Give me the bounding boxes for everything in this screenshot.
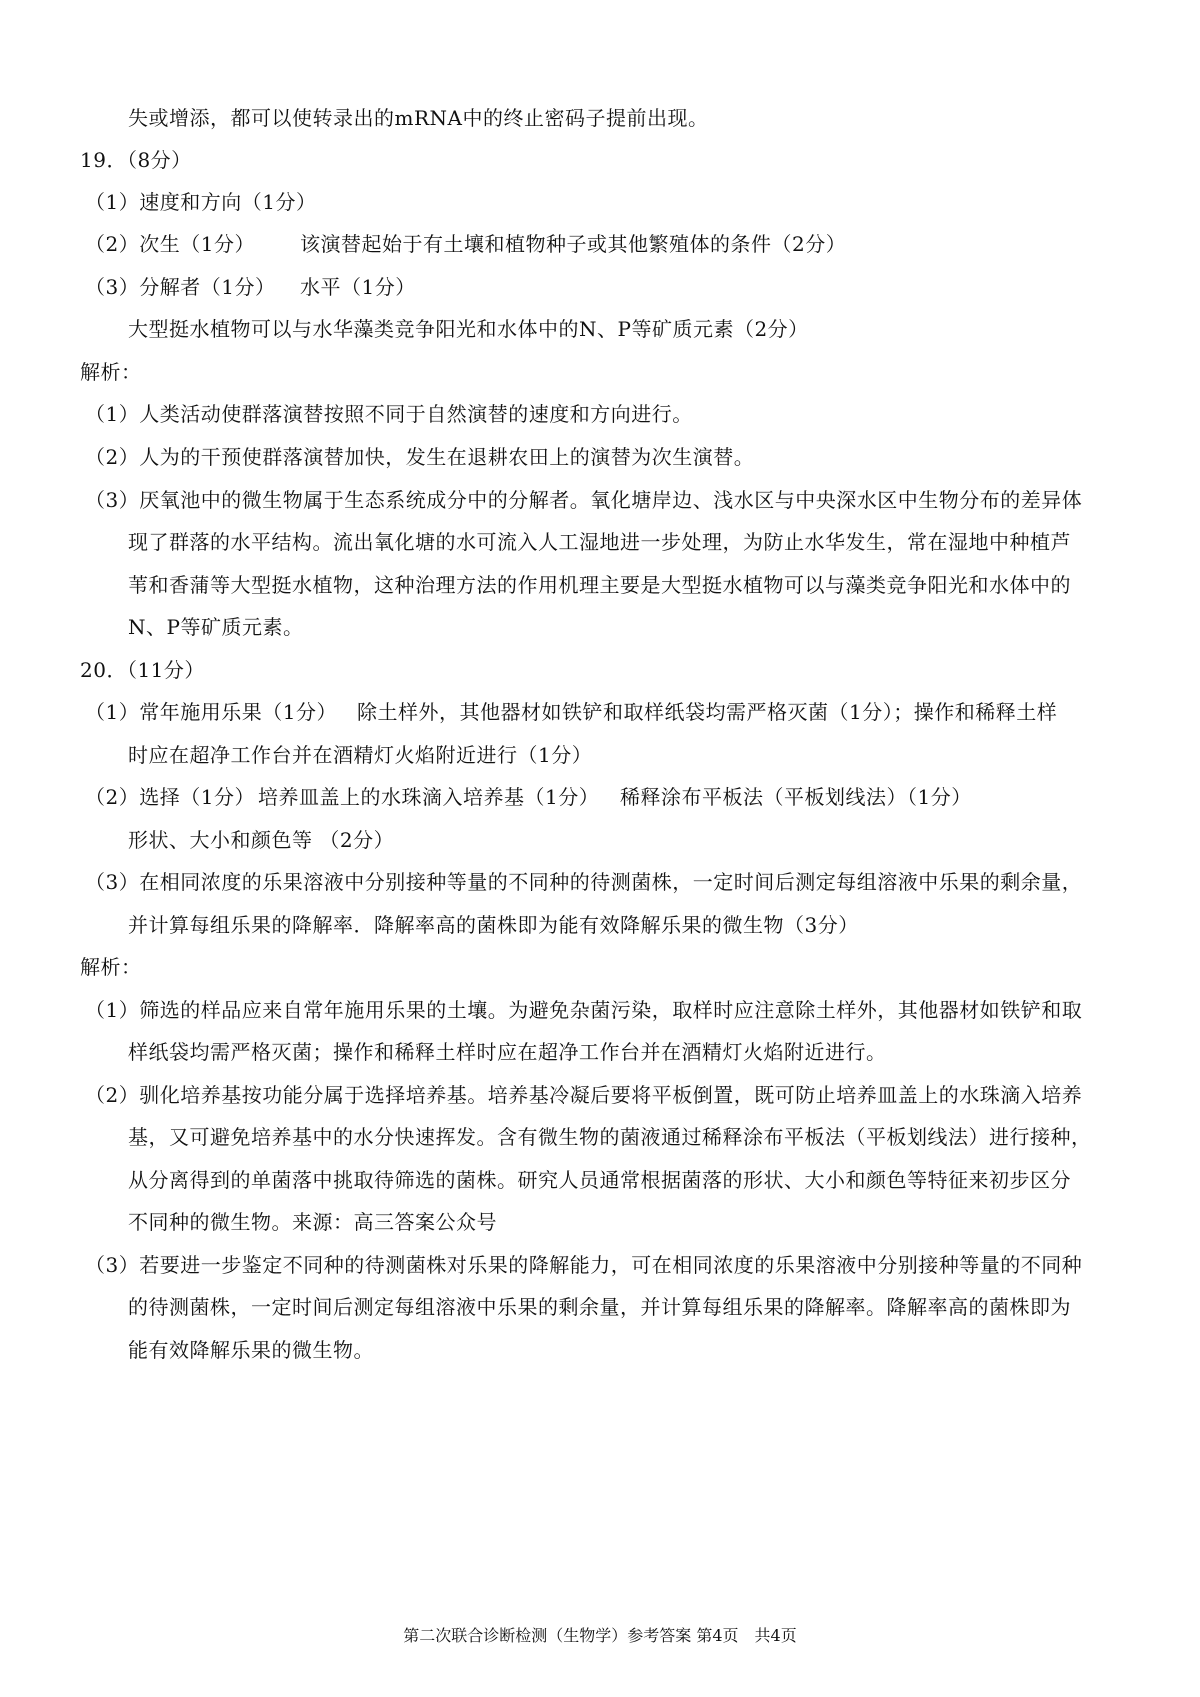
q20-answer-2-part-c: 稀释涂布平板法（平板划线法）（1分） — [620, 785, 972, 809]
q20-answer-2-part-d: 形状、大小和颜色等 （2分） — [128, 828, 395, 852]
q19-analysis-3-line-1: （3）厌氧池中的微生物属于生态系统成分中的分解者。氧化塘岸边、浅水区与中央深水区中生物分布的差异体 — [85, 488, 1083, 512]
q19-analysis-3-line-4: N、P等矿质元素。 — [128, 615, 304, 639]
q19-answer-3-part-b: 水平（1分） — [300, 275, 416, 299]
q20-analysis-1-line-2: 样纸袋均需严格灭菌；操作和稀释土样时应在超净工作台并在酒精灯火焰附近进行。 — [128, 1040, 887, 1064]
q19-answer-2-part-b: 该演替起始于有土壤和植物种子或其他繁殖体的条件（2分） — [300, 232, 847, 256]
q20-analysis-2-line-3: 从分离得到的单菌落中挑取待筛选的菌株。研究人员通常根据菌落的形状、大小和颜色等特征来初步区分 — [128, 1168, 1071, 1192]
q20-answer-1-part-b: 除土样外，其他器材如铁铲和取样纸袋均需严格灭菌（1分）；操作和稀释土样 — [357, 700, 1058, 724]
q19-answer-2-part-a: （2）次生（1分） — [85, 232, 255, 256]
q20-analysis-label: 解析： — [80, 955, 142, 979]
q20-analysis-3-line-3: 能有效降解乐果的微生物。 — [128, 1338, 374, 1362]
q19-analysis-1: （1）人类活动使群落演替按照不同于自然演替的速度和方向进行。 — [85, 402, 693, 426]
q20-answer-2-part-a: （2）选择（1分） — [85, 785, 255, 809]
q19-analysis-3-line-2: 现了群落的水平结构。流出氧化塘的水可流入人工湿地进一步处理，为防止水华发生，常在湿地中种植芦 — [128, 530, 1071, 554]
q20-analysis-1-line-1: （1）筛选的样品应来自常年施用乐果的土壤。为避免杂菌污染，取样时应注意除土样外，其他器材如铁铲和取 — [85, 998, 1083, 1022]
page-footer: 第二次联合诊断检测（生物学）参考答案 第4页 共4页 — [403, 1626, 797, 1645]
q19-analysis-label: 解析： — [80, 360, 142, 384]
q19-answer-3-part-a: （3）分解者（1分） — [85, 275, 276, 299]
q20-answer-1-part-c: 时应在超净工作台并在酒精灯火焰附近进行（1分） — [128, 743, 593, 767]
q20-answer-3-line-1: （3）在相同浓度的乐果溶液中分别接种等量的不同种的待测菌株，一定时间后测定每组溶液中乐果的剩余量， — [85, 870, 1083, 894]
q19-header: 19．（8分） — [80, 148, 192, 172]
continued-text: 失或增添，都可以使转录出的mRNA中的终止密码子提前出现。 — [128, 106, 709, 130]
q20-analysis-3-line-1: （3）若要进一步鉴定不同种的待测菌株对乐果的降解能力，可在相同浓度的乐果溶液中分别接种等量的不同种 — [85, 1253, 1083, 1277]
q20-answer-3-line-2: 并计算每组乐果的降解率．降解率高的菌株即为能有效降解乐果的微生物（3分） — [128, 913, 859, 937]
q20-analysis-2-line-2: 基，又可避免培养基中的水分快速挥发。含有微生物的菌液通过稀释涂布平板法（平板划线法）进行接种， — [128, 1125, 1092, 1149]
q20-analysis-2-line-1: （2）驯化培养基按功能分属于选择培养基。培养基冷凝后要将平板倒置，既可防止培养皿盖上的水珠滴入培养 — [85, 1083, 1083, 1107]
q19-analysis-2: （2）人为的干预使群落演替加快，发生在退耕农田上的演替为次生演替。 — [85, 445, 755, 469]
q19-answer-3-part-c: 大型挺水植物可以与水华藻类竞争阳光和水体中的N、P等矿质元素（2分） — [128, 317, 809, 341]
q19-analysis-3-line-3: 苇和香蒲等大型挺水植物，这种治理方法的作用机理主要是大型挺水植物可以与藻类竞争阳光和水体中的 — [128, 573, 1071, 597]
q19-answer-1: （1）速度和方向（1分） — [85, 190, 317, 214]
q20-answer-1-part-a: （1）常年施用乐果（1分） — [85, 700, 337, 724]
q20-header: 20．（11分） — [80, 658, 205, 682]
q20-analysis-3-line-2: 的待测菌株，一定时间后测定每组溶液中乐果的剩余量，并计算每组乐果的降解率。降解率高的菌株即为 — [128, 1295, 1071, 1319]
q20-analysis-2-line-4: 不同种的微生物。来源：高三答案公众号 — [128, 1210, 497, 1234]
q20-answer-2-part-b: 培养皿盖上的水珠滴入培养基（1分） — [258, 785, 600, 809]
